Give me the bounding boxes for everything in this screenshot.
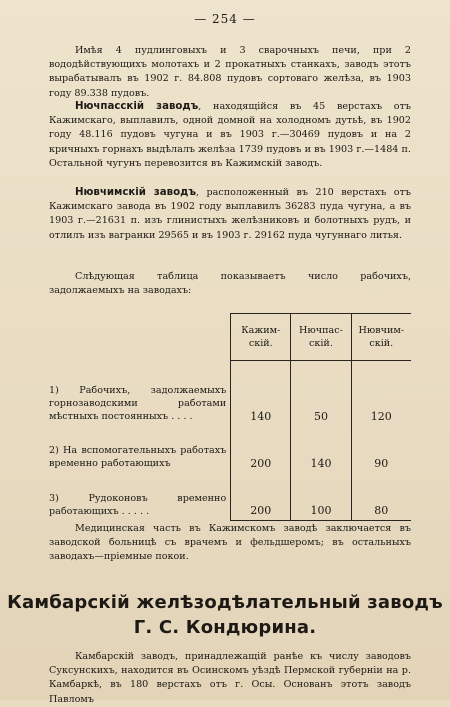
table-header-kazhim: Кажим-скій.: [231, 314, 291, 361]
paragraph-medical-text: Медицинская часть въ Кажимскомъ заводѣ заключается въ заводской больницѣ съ врачемъ и фельдшеромъ; въ остальныхъ заводахъ—пріемные покои.: [49, 523, 411, 563]
table-cell: 200: [231, 473, 291, 521]
paragraph-medical: [49, 522, 411, 565]
table-cell: 120: [351, 379, 411, 426]
table-cell: 200: [231, 426, 291, 473]
paragraph-1: [49, 44, 411, 101]
section-heading: [0, 590, 450, 640]
table-row-label: 2) На вспомогательныхъ работахъ временно работающихъ: [49, 445, 227, 469]
page-number: — 254 —: [194, 12, 256, 26]
table-row: [49, 426, 411, 473]
nyuchpas-title: Нючпасскій заводъ: [75, 101, 199, 112]
table-row-label: 1) Рабочихъ, задолжаемыхъ горнозаводскими работами мѣстныхъ постоянныхъ . . . .: [49, 385, 227, 422]
table-row: [49, 379, 411, 426]
paragraph-1-text: Имѣя 4 пудлинговыхъ и 3 сварочныхъ печи, при 2 вододѣйствующихъ молотахъ и 2 прокатныхъ станкахъ, заводъ этотъ вырабатывалъ въ 1902 г. 84.808 пудовъ сортоваго желѣза, въ 1903 году 89.338 пудовъ.: [49, 45, 411, 99]
table-cell: 140: [231, 379, 291, 426]
table-spacer-row: [49, 361, 411, 380]
nyuchpas-body: , находящійся въ 45 верстахъ отъ Кажимскаго, выплавилъ, одной домной на холодномъ дутьѣ, въ 1902 году 48.116 пудовъ чугуна и въ 1903 г.—30469 пудовъ и на 2 кричныхъ горнахъ выдѣлалъ желѣза 1739 пудовъ и въ 1903 г.—1484 п. Остальной чугунъ перевозится въ Кажимскій заводъ.: [49, 101, 411, 169]
table-header-nyuvchim: Нювчим-скій.: [351, 314, 411, 361]
paragraph-nyuchpas-text: [49, 100, 411, 171]
section-heading-line-1: Камбарскій желѣзодѣлательный заводъ: [7, 592, 443, 613]
nyuvchim-title: Нювчимскій заводъ: [75, 187, 196, 198]
table-cell: 140: [291, 426, 351, 473]
paragraph-nyuvchim-text: [49, 186, 411, 243]
table-intro: [49, 270, 411, 298]
table-header-blank: [49, 314, 231, 361]
table-cell: 50: [291, 379, 351, 426]
table-cell: 90: [351, 426, 411, 473]
table-header-row: [49, 314, 411, 361]
table-cell: 80: [351, 473, 411, 521]
table-cell: 100: [291, 473, 351, 521]
paragraph-kambar-text: Камбарскій заводъ, принадлежащій ранѣе къ числу заводовъ Суксунскихъ, находится въ Осинскомъ уѣздѣ Пермской губерніи на р. Камбаркѣ, въ 180 верстахъ отъ г. Осы. Основанъ этотъ заводъ Павломъ: [49, 651, 411, 705]
table-row-label: 3) Рудоконовъ временно работающихъ . . . . .: [49, 492, 227, 517]
table-intro-text: Слѣдующая таблица показываетъ число рабочихъ, задолжаемыхъ на заводахъ:: [49, 271, 411, 297]
section-heading-line-2: Г. С. Кондюрина.: [133, 617, 317, 638]
paragraph-nyuvchim: [49, 186, 411, 243]
workers-table: [49, 313, 411, 521]
nyuvchim-body: , расположенный въ 210 верстахъ отъ Кажимскаго завода въ 1902 году выплавилъ 36283 пуда чугуна, а въ 1903 г.—21631 п. изъ глинистыхъ желѣзниковъ и болотныхъ рудъ, и отлилъ изъ вагранки 29565 и въ 1903 г. 29162 пуда чугуннаго литья.: [49, 187, 411, 241]
table-row: [49, 473, 411, 521]
paragraph-nyuchpas: [49, 100, 411, 171]
table-header-nyuchpas: Нючпас-скій.: [291, 314, 351, 361]
paragraph-kambar: [49, 650, 411, 707]
